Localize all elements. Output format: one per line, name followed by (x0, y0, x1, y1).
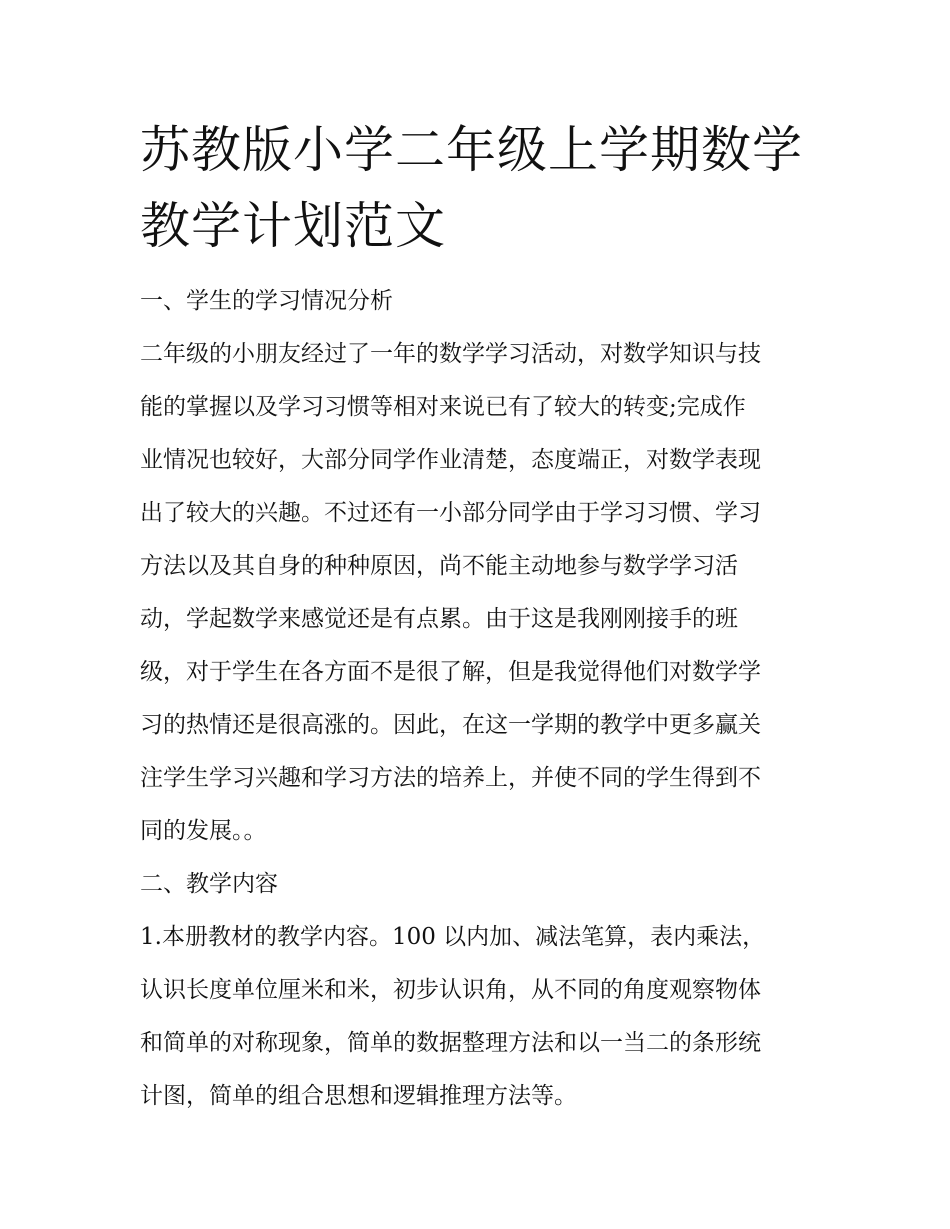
paragraph-line: 同的发展。。 (140, 818, 267, 844)
section-heading-analysis: 一、学生的学习情况分析 (140, 288, 393, 314)
section-heading-content: 二、教学内容 (140, 871, 278, 897)
document-body (140, 282, 820, 1130)
paragraph-line: 和简单的对称现象，简单的数据整理方法和以一当二的条形统 (140, 1030, 761, 1056)
paragraph-line: 方法以及其自身的种种原因，尚不能主动地参与数学学习活 (140, 553, 738, 579)
paragraph-line: 能的掌握以及学习习惯等相对来说已有了较大的转变;完成作 (140, 394, 746, 420)
paragraph-line: 二年级的小朋友经过了一年的数学学习活动，对数学知识与技 (140, 341, 761, 367)
paragraph-line: 习的热情还是很高涨的。因此，在这一学期的教学中更多赢关 (140, 712, 761, 738)
paragraph-analysis (140, 335, 820, 850)
document-title: 苏教版小学二年级上学期数学 教学计划范文 (140, 121, 803, 255)
paragraph-line: 出了较大的兴趣。不过还有一小部分同学由于学习习惯、学习 (140, 500, 761, 526)
paragraph-line: 1.本册教材的教学内容。100 以内加、减法笔算，表内乘法， (140, 924, 766, 950)
paragraph-line: 业情况也较好，大部分同学作业清楚，态度端正，对数学表现 (140, 447, 761, 473)
paragraph-line: 级，对于学生在各方面不是很了解，但是我觉得他们对数学学 (140, 659, 761, 685)
paragraph-content (140, 918, 820, 1115)
paragraph-line: 动，学起数学来感觉还是有点累。由于这是我刚刚接手的班 (140, 606, 738, 632)
paragraph-line: 计图，简单的组合思想和逻辑推理方法等。 (140, 1083, 577, 1109)
paragraph-line: 认识长度单位厘米和米，初步认识角，从不同的角度观察物体 (140, 977, 761, 1003)
paragraph-line: 注学生学习兴趣和学习方法的培养上，并使不同的学生得到不 (140, 765, 761, 791)
